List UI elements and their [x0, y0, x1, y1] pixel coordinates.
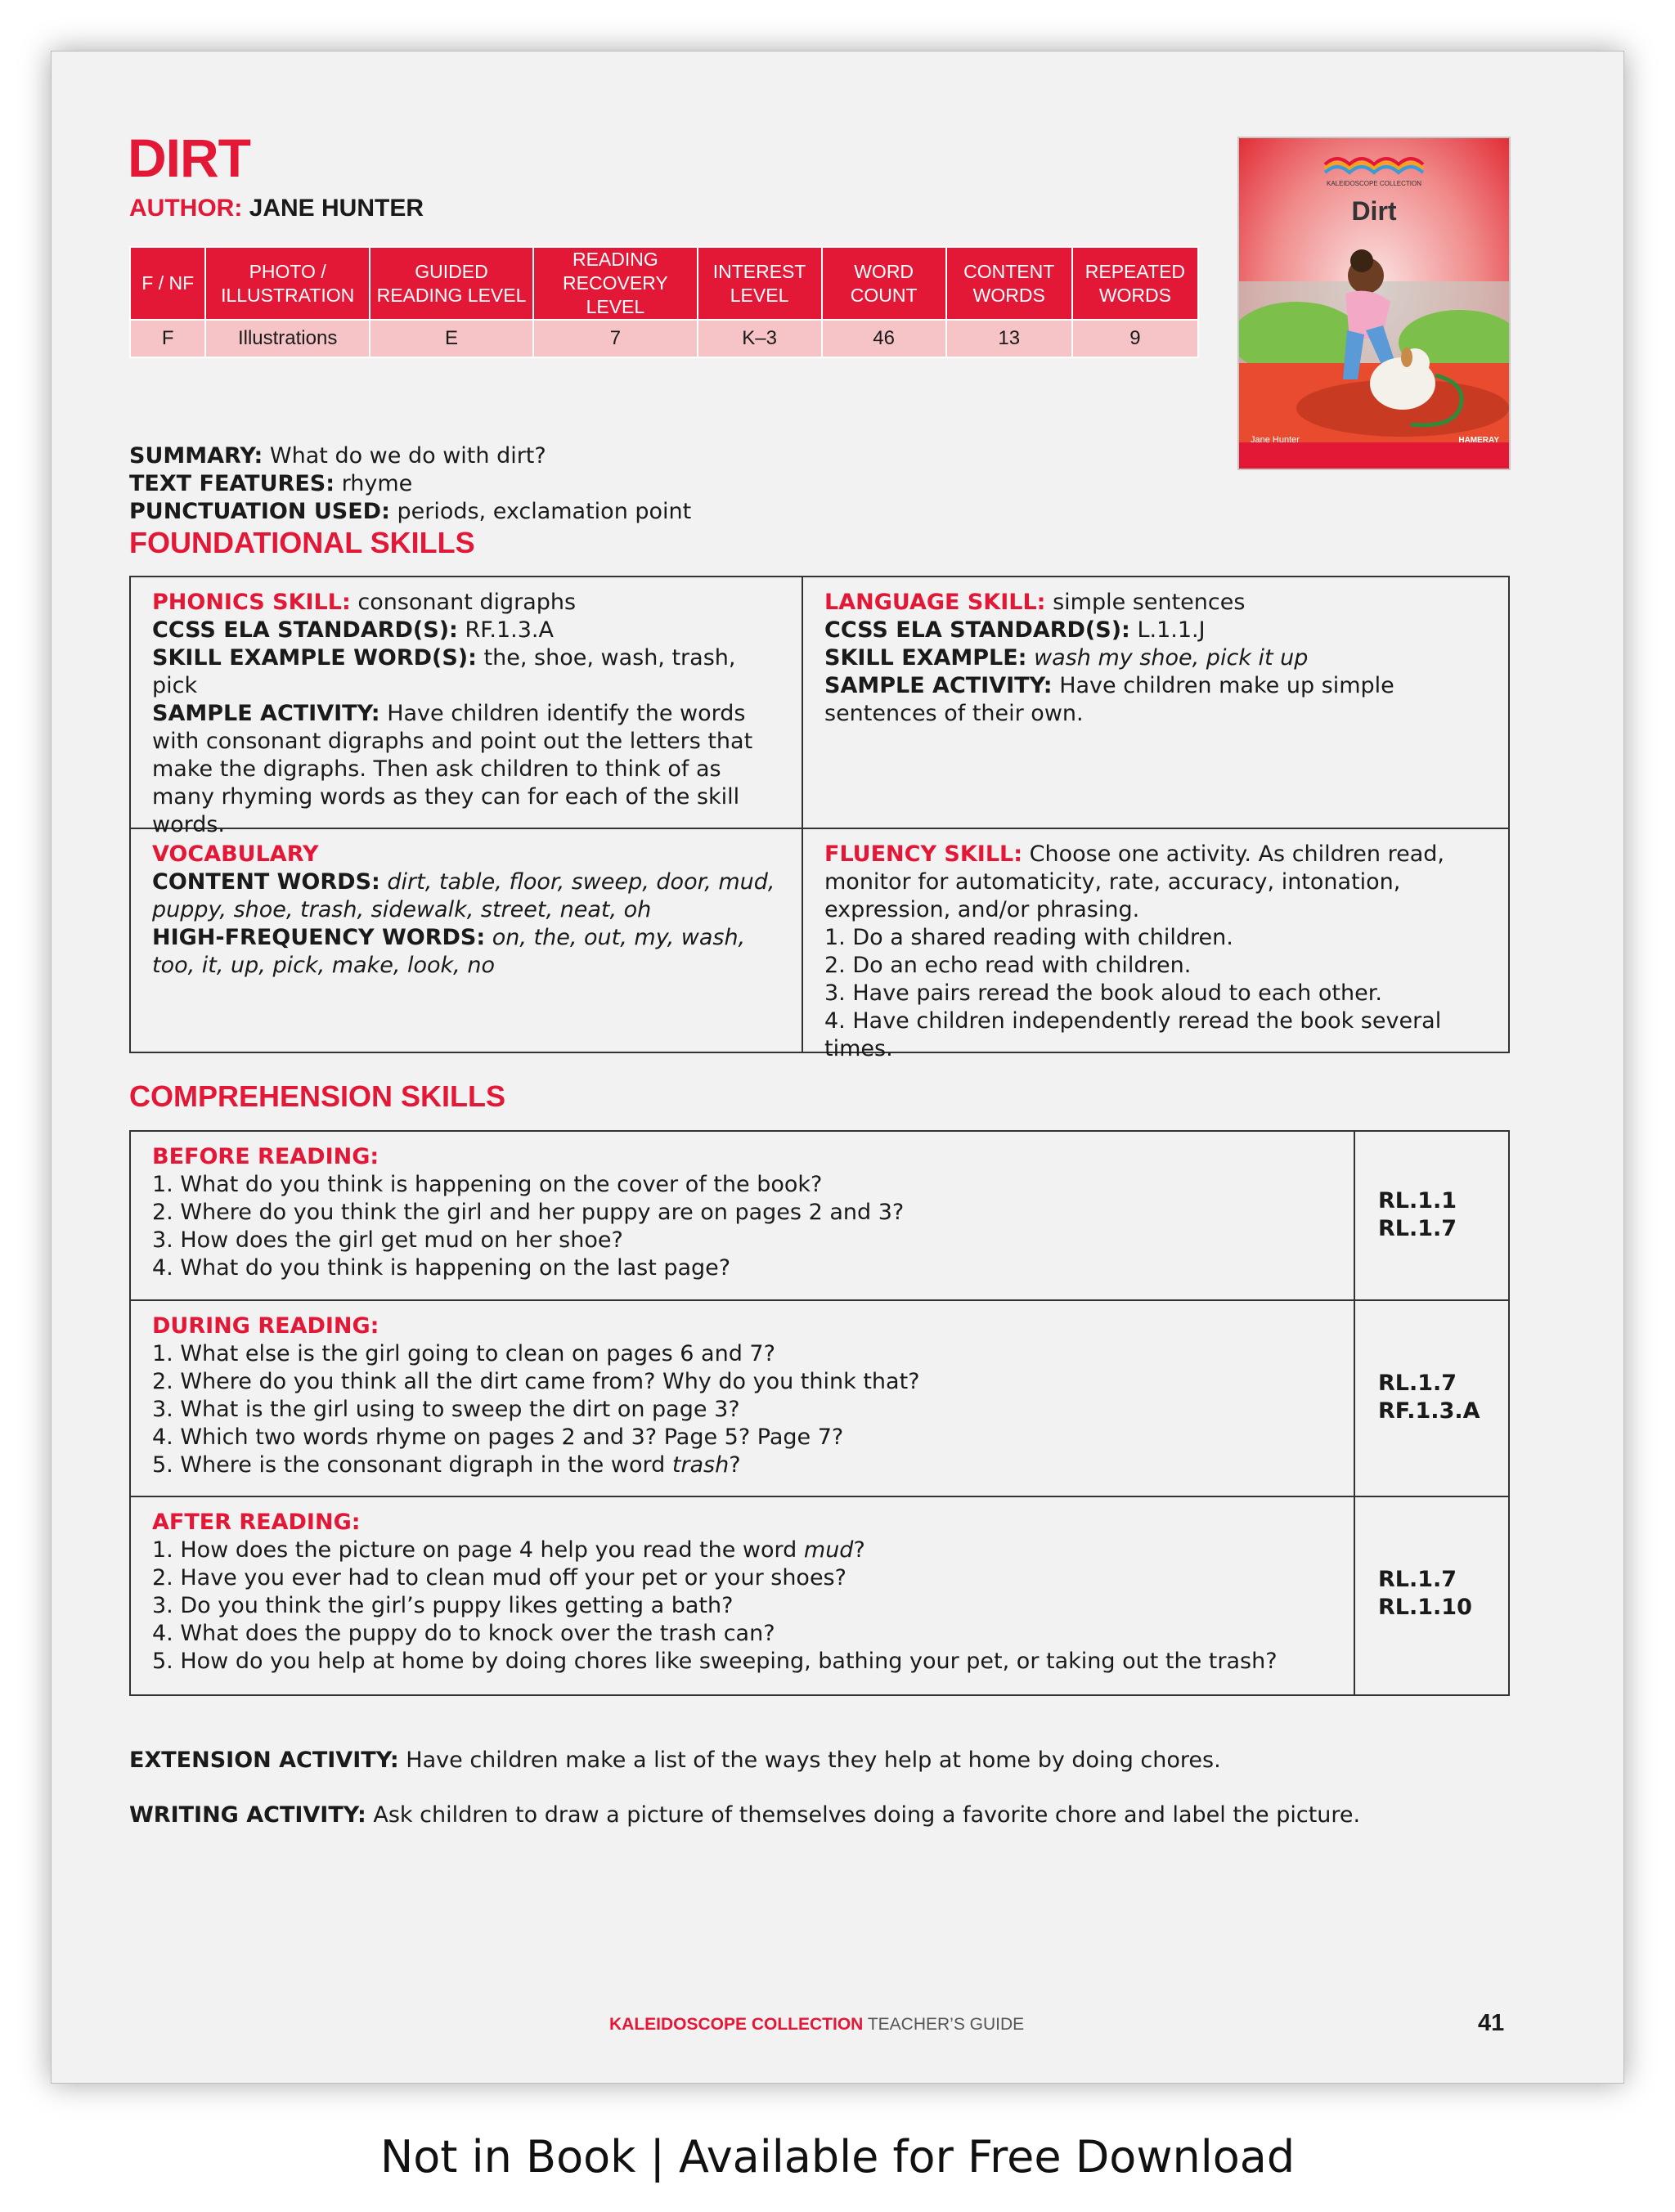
- question-item: 3. What is the girl using to sweep the dirt on page 3?: [152, 1397, 740, 1422]
- value-guided: E: [370, 320, 533, 357]
- punctuation-line: PUNCTUATION USED: periods, exclamation point: [129, 499, 692, 524]
- foundational-skills-box: [129, 576, 1510, 1061]
- comprehension-skills-box: [129, 1130, 1510, 1696]
- question-item: 1. How does the picture on page 4 help you read the word mud?: [152, 1537, 865, 1563]
- value-repeated: 9: [1072, 320, 1198, 357]
- phonics-skill-cell: PHONICS SKILL: consonant digraphs CCSS ELA STANDARD(S): RF.1.3.A SKILL EXAMPLE WORD(S): the, shoe, wash, trash, pick SAMPLE ACTIVITY: Have children identify the words with consonant digraphs and point out the letters that make the digraphs. Then ask children to think of as many rhyming words as they can for each of the skill words.: [152, 590, 753, 837]
- book-meta: [129, 442, 691, 526]
- stats-value-row: [130, 320, 1198, 357]
- writing-activity: WRITING ACTIVITY: Ask children to draw a picture of themselves doing a favorite chore and label the picture.: [129, 1802, 1361, 1828]
- book-cover-image: [1237, 137, 1511, 470]
- question-item: 5. Where is the consonant digraph in the word trash?: [152, 1452, 741, 1478]
- header-guided: GUIDED READING LEVEL: [370, 247, 533, 320]
- document-page: [51, 51, 1624, 2084]
- question-item: 2. Have you ever had to clean mud off your pet or your shoes?: [152, 1565, 846, 1591]
- question-item: 5. How do you help at home by doing chores like sweeping, bathing your pet, or taking out the trash?: [152, 1649, 1278, 1674]
- summary-line: SUMMARY: What do we do with dirt?: [129, 443, 546, 469]
- header-interest: INTEREST LEVEL: [698, 247, 822, 320]
- list-item: 3. Have pairs reread the book aloud to each other.: [824, 980, 1382, 1006]
- value-wordcount: 46: [822, 320, 946, 357]
- cover-series: KALEIDOSCOPE COLLECTION: [1326, 180, 1422, 187]
- before-standards: RL.1.1 RL.1.7: [1378, 1188, 1457, 1241]
- header-repeated: REPEATED WORDS: [1072, 247, 1198, 320]
- question-item: 2. Where do you think all the dirt came from? Why do you think that?: [152, 1369, 920, 1394]
- list-item: 4. Have children independently reread the book several times.: [824, 1008, 1442, 1061]
- fluency-skill-cell: FLUENCY SKILL: Choose one activity. As children read, monitor for automaticity, rate, accuracy, intonation, expression, and/or phrasing. 1. Do a shared reading with children. 2. Do an echo read with children. 3. Have pairs reread the book aloud to each other. 4. Have children independently reread the book several times.: [803, 829, 1508, 1075]
- before-reading-cell: BEFORE READING: 1. What do you think is happening on the cover of the book? 2. Where do you think the girl and her puppy are on pages 2 and 3? 3. How does the girl get mud on her shoe? 4. What do you think is happening on the last page?: [131, 1132, 1354, 1294]
- header-content: CONTENT WORDS: [946, 247, 1072, 320]
- value-content: 13: [946, 320, 1072, 357]
- page-number: 41: [1478, 2010, 1505, 2036]
- question-item: 4. What do you think is happening on the last page?: [152, 1255, 731, 1281]
- cover-illustration: [1239, 138, 1509, 469]
- header-recovery: READING RECOVERY LEVEL: [533, 247, 697, 320]
- language-skill-cell: LANGUAGE SKILL: simple sentences CCSS ELA STANDARD(S): L.1.1.J SKILL EXAMPLE: wash my shoe, pick it up SAMPLE ACTIVITY: Have children make up simple sentences of their own.: [824, 590, 1394, 726]
- question-item: 1. What else is the girl going to clean on pages 6 and 7?: [152, 1341, 775, 1366]
- value-interest: K–3: [698, 320, 822, 357]
- question-item: 3. How does the girl get mud on her shoe?: [152, 1227, 623, 1253]
- after-reading-cell: AFTER READING: 1. How does the picture on page 4 help you read the word mud? 2. Have you ever had to clean mud off your pet or your shoes? 3. Do you think the girl’s puppy likes getting a bath? 4. What does the puppy do to knock over the trash can? 5. How do you help at home by doing chores like sweeping, bathing your pet, or taking out the trash?: [131, 1497, 1354, 1687]
- author-label: AUTHOR:: [129, 195, 243, 222]
- after-standards: RL.1.7 RL.1.10: [1378, 1567, 1472, 1620]
- extension-activity: EXTENSION ACTIVITY: Have children make a list of the ways they help at home by doing chores.: [129, 1748, 1221, 1773]
- question-item: 4. What does the puppy do to knock over the trash can?: [152, 1621, 775, 1646]
- features-line: TEXT FEATURES: rhyme: [129, 471, 413, 496]
- author-name: JANE HUNTER: [249, 195, 424, 222]
- question-item: 2. Where do you think the girl and her puppy are on pages 2 and 3?: [152, 1200, 905, 1225]
- list-item: 2. Do an echo read with children.: [824, 953, 1192, 978]
- author-line: [129, 195, 424, 222]
- vocabulary-cell: VOCABULARY CONTENT WORDS: dirt, table, floor, sweep, door, mud, puppy, shoe, trash, sidewalk, street, neat, oh HIGH-FREQUENCY WORDS: on, the, out, my, wash, too, it, up, pick, make, look, no: [152, 841, 775, 978]
- book-stats-table: [129, 246, 1199, 358]
- during-standards: RL.1.7 RF.1.3.A: [1378, 1371, 1480, 1424]
- download-banner: Not in Book | Available for Free Download: [379, 2131, 1296, 2183]
- stats-header-row: [130, 247, 1198, 320]
- value-fnf: F: [130, 320, 205, 357]
- value-recovery: 7: [533, 320, 697, 357]
- header-wordcount: WORD COUNT: [822, 247, 946, 320]
- comprehension-heading: COMPREHENSION SKILLS: [129, 1079, 506, 1113]
- value-photo: Illustrations: [205, 320, 369, 357]
- divider: [1354, 1132, 1355, 1694]
- foundational-heading: FOUNDATIONAL SKILLS: [129, 526, 475, 559]
- header-photo: PHOTO / ILLUSTRATION: [205, 247, 369, 320]
- during-reading-cell: DURING READING: 1. What else is the girl going to clean on pages 6 and 7? 2. Where do you think all the dirt came from? Why do you think that? 3. What is the girl using to sweep the dirt on page 3? 4. Which two words rhyme on pages 2 and 3? Page 5? Page 7? 5. Where is the consonant digraph in the word trash?: [131, 1301, 1354, 1491]
- footer-title: KALEIDOSCOPE COLLECTION TEACHER’S GUIDE: [609, 2015, 1025, 2034]
- cover-title: Dirt: [1351, 196, 1397, 226]
- cover-publisher: HAMERAY: [1458, 436, 1499, 445]
- question-item: 1. What do you think is happening on the cover of the book?: [152, 1172, 823, 1197]
- header-fnf: F / NF: [130, 247, 205, 320]
- question-item: 3. Do you think the girl’s puppy likes getting a bath?: [152, 1593, 734, 1618]
- question-item: 4. Which two words rhyme on pages 2 and 3? Page 5? Page 7?: [152, 1425, 844, 1450]
- cover-author: Jane Hunter: [1251, 435, 1300, 445]
- list-item: 1. Do a shared reading with children.: [824, 925, 1233, 950]
- book-title: DIRT: [128, 128, 250, 188]
